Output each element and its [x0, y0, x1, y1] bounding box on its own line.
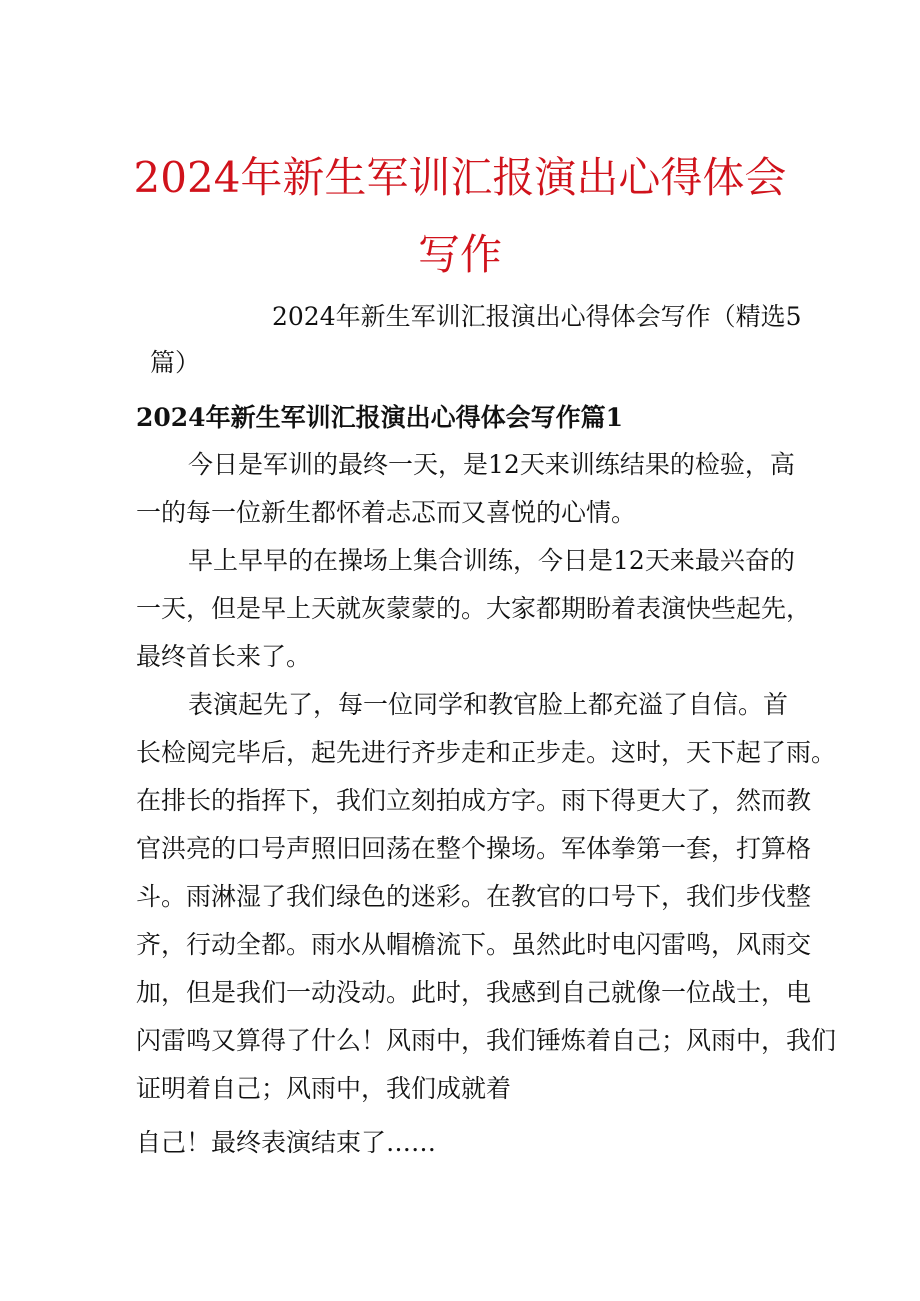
- paragraph-2-line-3: 最终首长来了。: [136, 642, 312, 671]
- paragraph-3-line-1: 表演起先了，每一位同学和教官脸上都充溢了自信。首: [188, 690, 789, 719]
- paragraph-3-line-5: 斗。雨淋湿了我们绿色的迷彩。在教官的口号下，我们步伐整: [136, 882, 812, 911]
- paragraph-1-line-1: 今日是军训的最终一天，是12天来训练结果的检验，高: [188, 450, 795, 479]
- paragraph-3-line-4: 官洪亮的口号声照旧回荡在整个操场。军体拳第一套，打算格: [136, 834, 812, 863]
- subtitle-line-2: 篇）: [150, 348, 201, 377]
- paragraph-3-line-6: 齐，行动全都。雨水从帽檐流下。虽然此时电闪雷鸣，风雨交: [136, 930, 812, 959]
- document-title-line-1: 2024年新生军训汇报演出心得体会: [133, 153, 787, 202]
- paragraph-4-line-1: 自己！最终表演结束了……: [136, 1128, 437, 1157]
- paragraph-3-line-2: 长检阅完毕后，起先进行齐步走和正步走。这时，天下起了雨。: [136, 738, 837, 767]
- section-heading: [136, 403, 796, 433]
- paragraph-3-line-3: 在排长的指挥下，我们立刻拍成方字。雨下得更大了，然而教: [136, 786, 812, 815]
- subtitle-line-1: 2024年新生军训汇报演出心得体会写作（精选5: [272, 302, 802, 331]
- paragraph-3-line-9: 证明着自己；风雨中，我们成就着: [136, 1074, 512, 1103]
- section-heading-text: 2024年新生军训汇报演出心得体会写作篇1: [136, 403, 623, 432]
- paragraph-1-line-2: 一的每一位新生都怀着忐忑而又喜悦的心情。: [136, 498, 637, 527]
- paragraph-2-line-2: 一天，但是早上天就灰蒙蒙的。大家都期盼着表演快些起先，: [136, 594, 812, 623]
- paragraph-3-line-8: 闪雷鸣又算得了什么！风雨中，我们锤炼着自己；风雨中，我们: [136, 1026, 837, 1055]
- document-title-line-2: 写作: [417, 230, 502, 279]
- paragraph-3-line-7: 加，但是我们一动没动。此时，我感到自己就像一位战士，电: [136, 978, 812, 1007]
- paragraph-2-line-1: 早上早早的在操场上集合训练，今日是12天来最兴奋的: [188, 546, 795, 575]
